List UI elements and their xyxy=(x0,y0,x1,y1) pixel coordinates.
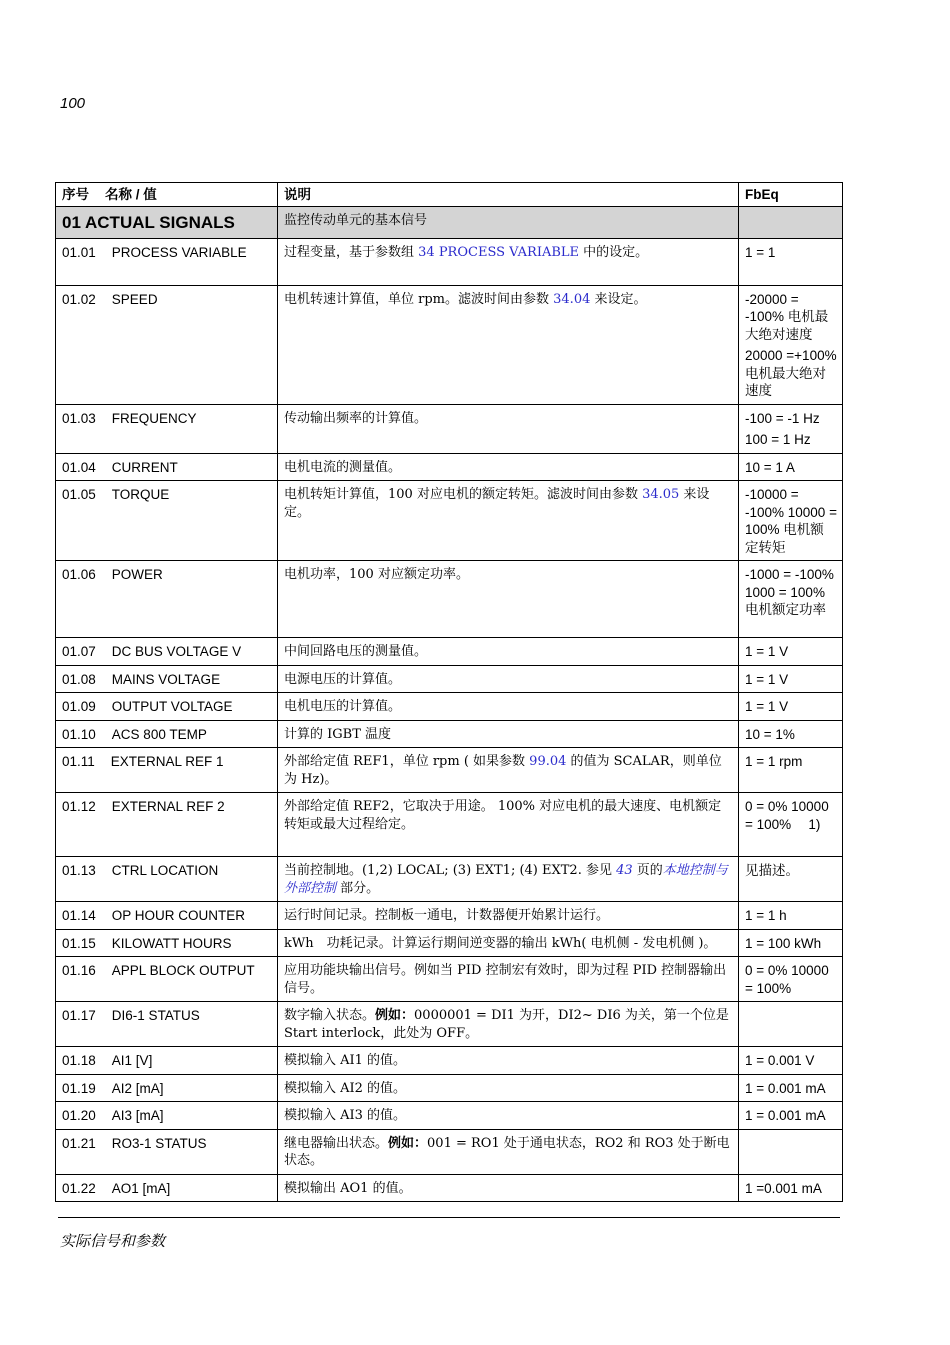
fbeq-value: 0 = 0% 10000 = 100% xyxy=(745,963,829,996)
fbeq-cell xyxy=(739,857,843,902)
param-description xyxy=(278,453,739,481)
fbeq-cell xyxy=(739,1129,843,1174)
param-description xyxy=(278,638,739,666)
param-name: POWER xyxy=(111,567,163,582)
param-id-name-cell xyxy=(56,857,278,902)
description-text: 的值为 SCALAR，则单位为 Hz)。 xyxy=(284,754,722,787)
param-description xyxy=(278,285,739,404)
description-text: 模拟输入 AI3 的值。 xyxy=(284,1108,407,1123)
param-description xyxy=(278,1047,739,1075)
param-description xyxy=(278,1174,739,1202)
fbeq-cell xyxy=(739,404,843,453)
page-number: 100 xyxy=(60,95,86,112)
fbeq-value: 1 = 0.001 V xyxy=(745,1053,815,1068)
parameter-link[interactable]: 43 xyxy=(616,863,633,878)
section-link[interactable]: 本地控制与外部控制 xyxy=(284,863,728,896)
description-text: 模拟输入 AI2 的值。 xyxy=(284,1080,407,1096)
param-index: 01.07 xyxy=(62,644,96,659)
fbeq-cell xyxy=(739,1074,843,1102)
fbeq-value: 1 = 1 rpm xyxy=(745,754,803,769)
fbeq-cell xyxy=(739,929,843,957)
param-name: OUTPUT VOLTAGE xyxy=(111,699,233,714)
param-name: CTRL LOCATION xyxy=(111,863,219,878)
description-text: 电机电压的计算值。 xyxy=(284,699,402,714)
table-row xyxy=(56,238,843,285)
fbeq-value: -100 = -1 Hz xyxy=(745,410,820,426)
table-row xyxy=(56,1102,843,1130)
fbeq-value-2: 20000 =+100% 电机最大绝对速度 xyxy=(745,348,837,398)
param-description xyxy=(278,481,739,561)
group-description: 监控传动单元的基本信号 xyxy=(278,206,739,238)
param-index: 01.08 xyxy=(62,671,96,687)
fbeq-cell xyxy=(739,748,843,793)
description-text: 过程变量，基于参数组 xyxy=(284,244,419,260)
table-row xyxy=(56,720,843,748)
param-id-name-cell xyxy=(56,902,278,930)
table-row xyxy=(56,1129,843,1174)
param-name: APPL BLOCK OUTPUT xyxy=(111,963,255,978)
fbeq-cell xyxy=(739,561,843,638)
table-row xyxy=(56,1174,843,1202)
param-index: 01.21 xyxy=(62,1135,96,1151)
param-index: 01.20 xyxy=(62,1108,96,1123)
param-index: 01.15 xyxy=(62,935,96,951)
fbeq-value: 1 =0.001 mA xyxy=(745,1180,822,1196)
param-description xyxy=(278,1129,739,1174)
description-text: 部分。 xyxy=(336,880,380,896)
param-description xyxy=(278,1074,739,1102)
description-text: 中的设定。 xyxy=(579,244,649,260)
param-index: 01.19 xyxy=(62,1080,96,1096)
description-text: 电机功率，100 对应额定功率。 xyxy=(284,567,469,582)
param-name: TORQUE xyxy=(111,487,170,502)
fbeq-value: 0 = 0% 10000 = 100% 1) xyxy=(745,799,829,832)
fbeq-value-2: 100 = 1 Hz xyxy=(745,432,811,447)
param-id-name-cell xyxy=(56,561,278,638)
description-text: 当前控制地。(1,2) LOCAL; (3) EXT1; (4) EXT2. 参见 xyxy=(284,863,617,878)
fbeq-cell xyxy=(739,1174,843,1202)
table-row xyxy=(56,957,843,1002)
header-index-name xyxy=(56,183,278,207)
param-id-name-cell xyxy=(56,638,278,666)
table-header-row xyxy=(56,183,843,207)
param-name: AI2 [mA] xyxy=(111,1080,164,1096)
header-index: 序号 xyxy=(62,187,89,202)
param-description xyxy=(278,748,739,793)
param-name: FREQUENCY xyxy=(111,410,197,426)
table-row xyxy=(56,285,843,404)
fbeq-cell xyxy=(739,665,843,693)
description-text: 页的 xyxy=(632,863,663,878)
param-id-name-cell xyxy=(56,748,278,793)
param-id-name-cell xyxy=(56,665,278,693)
fbeq-cell xyxy=(739,720,843,748)
fbeq-cell xyxy=(739,1047,843,1075)
table-row xyxy=(56,793,843,857)
parameter-link[interactable]: 34.05 xyxy=(642,487,680,502)
param-description xyxy=(278,1102,739,1130)
table-row xyxy=(56,453,843,481)
fbeq-cell xyxy=(739,693,843,721)
param-index: 01.10 xyxy=(62,726,96,742)
param-index: 01.01 xyxy=(62,244,96,260)
fbeq-value: -20000 = -100% 电机最大绝对速度 xyxy=(745,291,829,342)
param-name: MAINS VOLTAGE xyxy=(111,671,221,687)
table-row xyxy=(56,638,843,666)
param-name: ACS 800 TEMP xyxy=(111,726,207,742)
table-row xyxy=(56,748,843,793)
param-description xyxy=(278,693,739,721)
fbeq-value: 1 = 0.001 mA xyxy=(745,1080,826,1096)
param-index: 01.13 xyxy=(62,863,96,878)
fbeq-value: 1 = 1 V xyxy=(745,699,789,714)
fbeq-value: 见描述。 xyxy=(745,863,799,878)
param-description xyxy=(278,793,739,857)
table-row xyxy=(56,902,843,930)
table-row xyxy=(56,561,843,638)
fbeq-cell xyxy=(739,957,843,1002)
param-id-name-cell xyxy=(56,1074,278,1102)
param-name: CURRENT xyxy=(111,459,178,475)
param-id-name-cell xyxy=(56,453,278,481)
table-row xyxy=(56,481,843,561)
group-fbeq xyxy=(739,206,843,238)
param-description xyxy=(278,857,739,902)
fbeq-value: 10 = 1% xyxy=(745,726,795,742)
description-text: 电机转矩计算值，100 对应电机的额定转矩。滤波时间由参数 xyxy=(284,487,643,502)
param-name: EXTERNAL REF 2 xyxy=(111,799,225,814)
description-text: 外部给定值 REF2，它取决于用途。 100% 对应电机的最大速度、电机额定转矩或最大过程给定。 xyxy=(284,799,722,832)
param-name: PROCESS VARIABLE xyxy=(111,244,247,260)
param-id-name-cell xyxy=(56,1047,278,1075)
fbeq-cell xyxy=(739,481,843,561)
fbeq-value: 1 = 0.001 mA xyxy=(745,1108,826,1123)
table-row xyxy=(56,1074,843,1102)
fbeq-cell xyxy=(739,793,843,857)
param-name: EXTERNAL REF 1 xyxy=(110,754,224,769)
fbeq-value: -1000 = -100% 1000 = 100% 电机额定功率 xyxy=(745,567,834,617)
fbeq-value: 10 = 1 A xyxy=(745,459,795,475)
param-index: 01.02 xyxy=(62,291,96,307)
param-name: AI3 [mA] xyxy=(111,1108,164,1123)
param-index: 01.04 xyxy=(62,459,96,475)
description-text: 模拟输入 AI1 的值。 xyxy=(284,1053,407,1068)
param-index: 01.05 xyxy=(62,487,96,502)
param-id-name-cell xyxy=(56,481,278,561)
param-name: SPEED xyxy=(111,291,158,307)
param-id-name-cell xyxy=(56,1174,278,1202)
param-name: RO3-1 STATUS xyxy=(111,1135,207,1151)
description-text: 继电器输出状态。 xyxy=(284,1135,389,1151)
param-description xyxy=(278,902,739,930)
fbeq-value: 1 = 100 kWh xyxy=(745,935,822,951)
header-name: 名称 / 值 xyxy=(105,187,157,202)
description-text: 运行时间记录。控制板一通电，计数器便开始累计运行。 xyxy=(284,908,610,923)
footer-rule xyxy=(58,1217,840,1218)
param-description xyxy=(278,238,739,285)
table-row xyxy=(56,404,843,453)
param-id-name-cell xyxy=(56,1002,278,1047)
param-id-name-cell xyxy=(56,1129,278,1174)
param-id-name-cell xyxy=(56,957,278,1002)
table-row xyxy=(56,1047,843,1075)
table-row xyxy=(56,693,843,721)
header-description: 说明 xyxy=(278,183,739,207)
param-id-name-cell xyxy=(56,404,278,453)
table-row xyxy=(56,1002,843,1047)
param-id-name-cell xyxy=(56,693,278,721)
param-name: KILOWATT HOURS xyxy=(111,935,232,951)
table-row xyxy=(56,929,843,957)
description-text: 电机转速计算值，单位 rpm。滤波时间由参数 xyxy=(284,291,554,307)
table-row xyxy=(56,665,843,693)
fbeq-value: 1 = 1 V xyxy=(745,671,789,687)
param-description xyxy=(278,929,739,957)
param-id-name-cell xyxy=(56,720,278,748)
parameter-link[interactable]: 34 PROCESS VARIABLE xyxy=(418,244,580,260)
table-row xyxy=(56,857,843,902)
fbeq-cell xyxy=(739,638,843,666)
footer-title: 实际信号和参数 xyxy=(60,1232,166,1250)
parameter-link[interactable]: 99.04 xyxy=(529,754,567,769)
param-name: DC BUS VOLTAGE V xyxy=(111,644,242,659)
header-fbeq: FbEq xyxy=(739,183,843,207)
description-text: 应用功能块输出信号。例如当 PID 控制宏有效时，即为过程 PID 控制器输出信号。 xyxy=(284,963,727,996)
group-title: 01 ACTUAL SIGNALS xyxy=(56,206,278,238)
description-example-label: 例如： xyxy=(375,1008,415,1023)
parameter-table xyxy=(55,182,843,1202)
fbeq-cell xyxy=(739,902,843,930)
param-description xyxy=(278,665,739,693)
description-text: 001 = RO1 处于通电状态，RO2 和 RO3 处于断电状态。 xyxy=(284,1135,730,1168)
param-id-name-cell xyxy=(56,285,278,404)
param-name: DI6-1 STATUS xyxy=(111,1008,200,1023)
description-text: 数字输入状态。 xyxy=(284,1008,376,1023)
description-text: 计算的 IGBT 温度 xyxy=(284,726,392,742)
param-id-name-cell xyxy=(56,929,278,957)
fbeq-cell xyxy=(739,453,843,481)
description-text: kWh 功耗记录。计算运行期间逆变器的输出 kWh( 电机侧 - 发电机侧 )。 xyxy=(284,935,717,951)
param-id-name-cell xyxy=(56,1102,278,1130)
description-text: 传动输出频率的计算值。 xyxy=(284,410,428,426)
fbeq-value: 1 = 1 xyxy=(745,244,776,260)
fbeq-cell xyxy=(739,1002,843,1047)
param-name: AO1 [mA] xyxy=(111,1180,171,1196)
param-index: 01.16 xyxy=(62,963,96,978)
fbeq-cell xyxy=(739,1102,843,1130)
param-name: AI1 [V] xyxy=(111,1053,153,1068)
description-text: 模拟输出 AO1 的值。 xyxy=(284,1180,412,1196)
parameter-link[interactable]: 34.04 xyxy=(553,291,591,307)
fbeq-value: 1 = 1 h xyxy=(745,908,787,923)
param-description xyxy=(278,1002,739,1047)
param-index: 01.17 xyxy=(62,1008,96,1023)
description-text: 来设定。 xyxy=(590,291,647,307)
description-text: 来设定。 xyxy=(284,487,710,520)
param-index: 01.12 xyxy=(62,799,96,814)
description-text: 外部给定值 REF1，单位 rpm ( 如果参数 xyxy=(284,754,530,769)
description-example-label: 例如： xyxy=(388,1135,428,1151)
group-row xyxy=(56,206,843,238)
param-index: 01.14 xyxy=(62,908,96,923)
description-text: 电机电流的测量值。 xyxy=(284,459,402,475)
param-description xyxy=(278,957,739,1002)
param-name: OP HOUR COUNTER xyxy=(111,908,246,923)
param-index: 01.09 xyxy=(62,699,96,714)
fbeq-value: 1 = 1 V xyxy=(745,644,789,659)
fbeq-cell xyxy=(739,238,843,285)
param-index: 01.18 xyxy=(62,1053,96,1068)
param-description xyxy=(278,561,739,638)
description-text: 中间回路电压的测量值。 xyxy=(284,644,428,659)
param-index: 01.03 xyxy=(62,410,96,426)
param-description xyxy=(278,404,739,453)
param-id-name-cell xyxy=(56,793,278,857)
param-id-name-cell xyxy=(56,238,278,285)
fbeq-cell xyxy=(739,285,843,404)
description-text: 0000001 = DI1 为开，DI2~ DI6 为关，第一个位是 Start interlock，此处为 OFF。 xyxy=(284,1008,729,1041)
description-text: 电源电压的计算值。 xyxy=(284,671,402,687)
param-index: 01.11 xyxy=(62,754,95,769)
param-index: 01.06 xyxy=(62,567,96,582)
param-index: 01.22 xyxy=(62,1180,96,1196)
fbeq-value: -10000 = -100% 10000 = 100% 电机额定转矩 xyxy=(745,487,837,555)
param-description xyxy=(278,720,739,748)
